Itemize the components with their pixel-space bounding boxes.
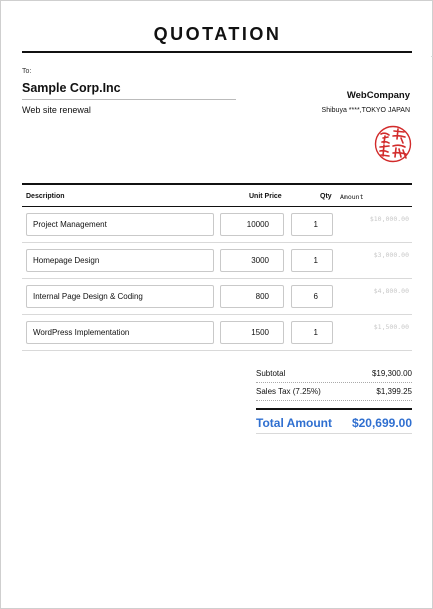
line-amount: $4,800.00 xyxy=(373,287,409,295)
line-amount: $3,000.00 xyxy=(373,251,409,259)
subtotal-line xyxy=(256,365,412,383)
total-underline xyxy=(256,433,412,434)
quotation-subject[interactable]: Web site renewal xyxy=(22,105,91,115)
line-amount: $10,000.00 xyxy=(369,215,409,223)
subtotal-label: Subtotal xyxy=(256,369,286,378)
description-input[interactable]: WordPress Implementation xyxy=(26,321,214,344)
column-header-unit-price: Unit Price xyxy=(249,193,282,200)
document-title: QUOTATION xyxy=(153,24,282,44)
unit-price-input[interactable]: 800 xyxy=(220,285,284,308)
client-name[interactable]: Sample Corp.Inc xyxy=(22,81,121,95)
table-row xyxy=(22,243,412,279)
sales-tax-line xyxy=(256,383,412,401)
client-name-underline xyxy=(22,99,236,100)
sales-tax-value: $1,399.25 xyxy=(376,387,412,396)
unit-price-input[interactable]: 3000 xyxy=(220,249,284,272)
total-divider xyxy=(256,408,412,410)
company-address: Shibuya ****,TOKYO JAPAN xyxy=(321,107,410,114)
table-row xyxy=(22,279,412,315)
description-input[interactable]: Homepage Design xyxy=(26,249,214,272)
header-divider xyxy=(22,51,412,53)
description-input[interactable]: Project Management xyxy=(26,213,214,236)
subtotal-value: $19,300.00 xyxy=(371,369,412,378)
line-amount: $1,500.00 xyxy=(373,323,409,331)
qty-input[interactable]: 6 xyxy=(291,285,333,308)
description-input[interactable]: Internal Page Design & Coding xyxy=(26,285,214,308)
company-name: WebCompany xyxy=(346,90,410,101)
qty-input[interactable]: 1 xyxy=(291,321,333,344)
unit-price-input[interactable]: 1500 xyxy=(220,321,284,344)
table-row xyxy=(22,207,412,243)
to-label: To: xyxy=(22,68,32,75)
unit-price-input[interactable]: 10000 xyxy=(220,213,284,236)
total-amount-label: Total Amount xyxy=(256,416,332,430)
company-seal-icon xyxy=(374,124,412,164)
total-amount-value: $20,699.00 xyxy=(351,416,412,430)
qty-input[interactable]: 1 xyxy=(291,213,333,236)
qty-input[interactable]: 1 xyxy=(291,249,333,272)
column-header-description: Description xyxy=(26,193,65,200)
column-header-amount: Amount xyxy=(340,193,364,201)
items-table-header xyxy=(22,183,412,207)
sales-tax-label: Sales Tax (7.25%) xyxy=(256,387,321,396)
table-row xyxy=(22,315,412,351)
column-header-qty: Qty xyxy=(320,193,332,200)
